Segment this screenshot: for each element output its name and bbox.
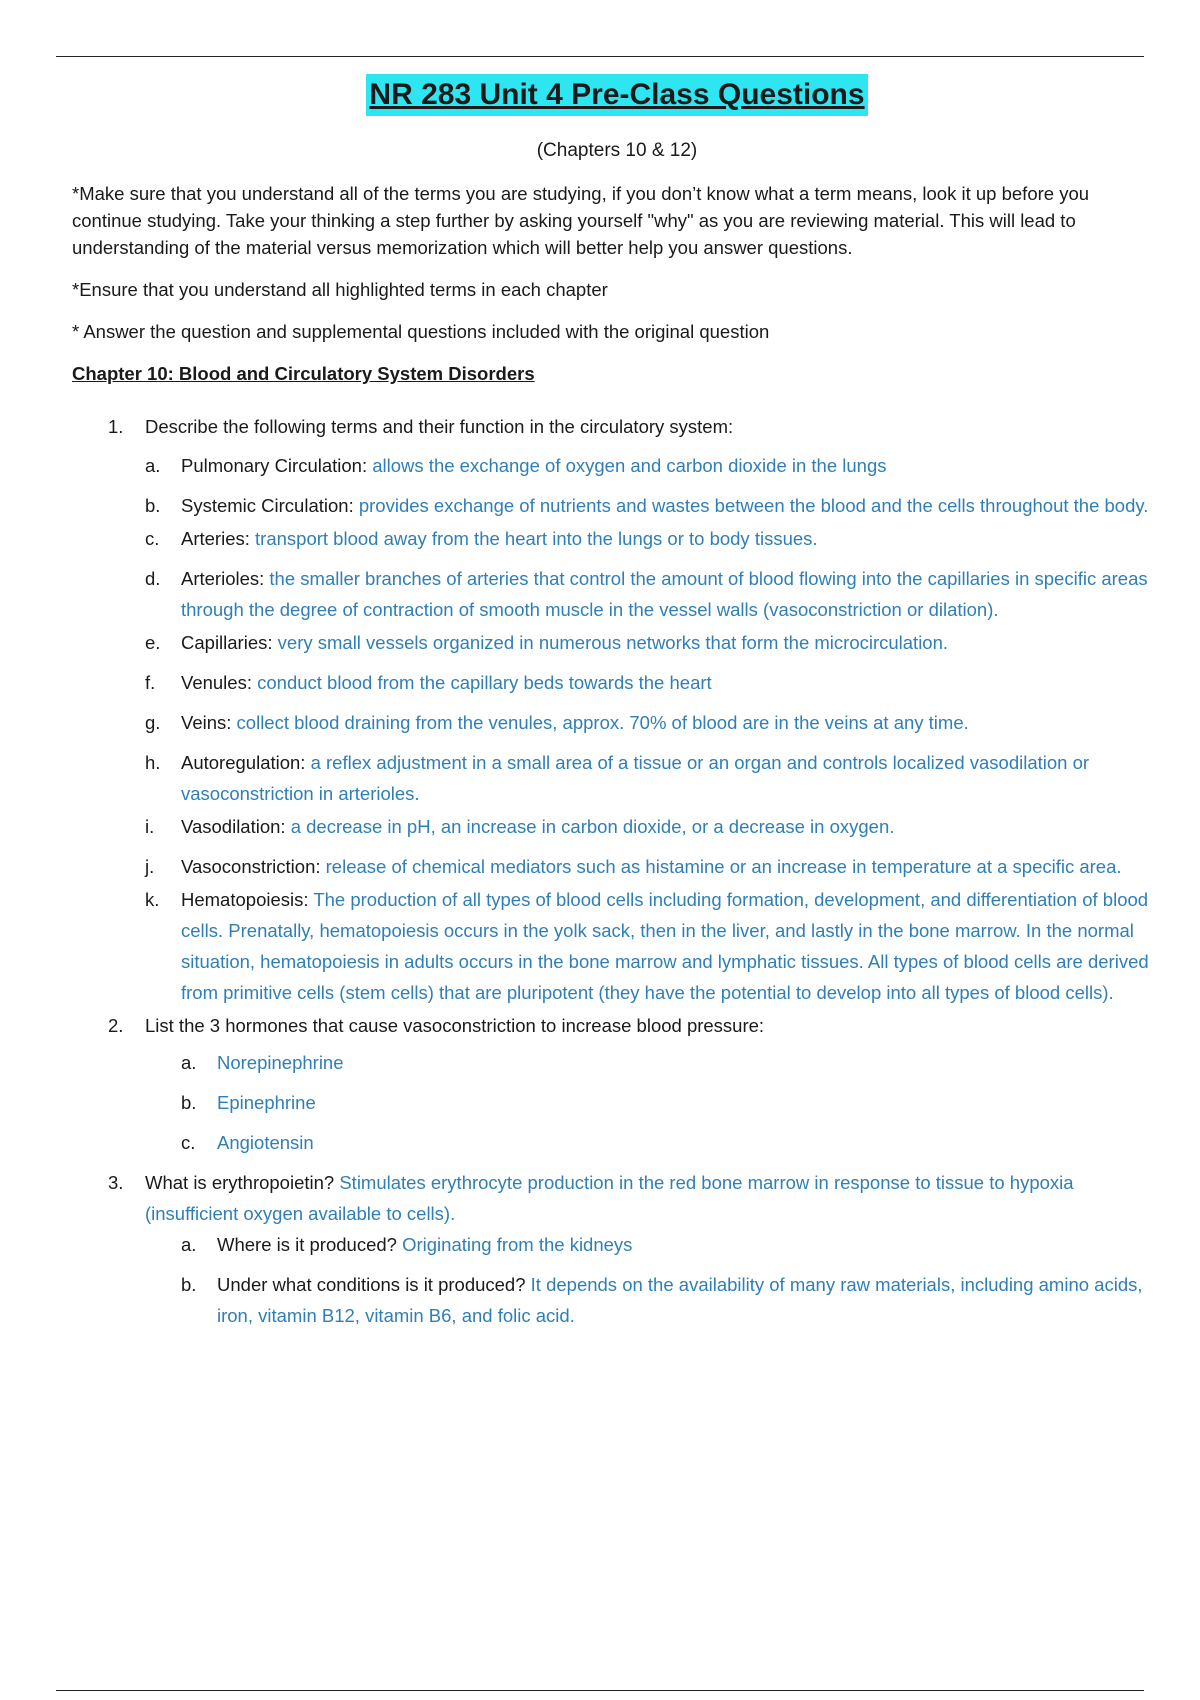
list-item (145, 450, 1162, 481)
term-answer: allows the exchange of oxygen and carbon dioxide in the lungs (372, 455, 887, 476)
term-label: Venules: (181, 672, 252, 693)
study-note-2: *Ensure that you understand all highlighted terms in each chapter (72, 279, 608, 300)
term-answer: the smaller branches of arteries that control the amount of blood flowing into the capillaries in specific areas through the degree of contraction of smooth muscle in the vessel walls (vasoconstriction or dilation). (181, 568, 1148, 620)
item-letter: c. (181, 1132, 196, 1153)
question-text: What is erythropoietin? (145, 1172, 335, 1193)
list-item (145, 563, 1162, 625)
page-title: NR 283 Unit 4 Pre-Class Questions (366, 74, 867, 116)
question-text: Describe the following terms and their function in the circulatory system: (145, 416, 734, 437)
item-letter: e. (145, 632, 161, 653)
question-3 (72, 1167, 1162, 1331)
term-label: Capillaries: (181, 632, 273, 653)
term-answer: transport blood away from the heart into the lungs or to body tissues. (255, 528, 818, 549)
item-letter: b. (181, 1274, 197, 1295)
item-letter: c. (145, 528, 160, 549)
term-label: Arterioles: (181, 568, 265, 589)
term-label: Pulmonary Circulation: (181, 455, 368, 476)
list-item (145, 667, 1162, 698)
term-answer: a decrease in pH, an increase in carbon dioxide, or a decrease in oxygen. (290, 816, 895, 837)
question-list (72, 411, 1162, 1331)
list-item (145, 811, 1162, 842)
sub-question-answer: Originating from the kidneys (402, 1234, 633, 1255)
chapter-heading: Chapter 10: Blood and Circulatory System Disorders (72, 363, 535, 384)
sub-question-text: Under what conditions is it produced? (217, 1274, 526, 1295)
sub-question-text: Where is it produced? (217, 1234, 397, 1255)
question-number: 2. (108, 1015, 124, 1036)
list-item (145, 851, 1162, 882)
term-label: Arteries: (181, 528, 250, 549)
hormone-answer: Angiotensin (217, 1132, 314, 1153)
question-number: 3. (108, 1172, 124, 1193)
list-item (181, 1047, 1162, 1078)
term-answer: release of chemical mediators such as histamine or an increase in temperature at a specific area. (325, 856, 1122, 877)
list-item (145, 523, 1162, 554)
sub-question-list (181, 1229, 1162, 1331)
item-letter: a. (145, 455, 161, 476)
question-1 (72, 411, 1162, 1008)
question-number: 1. (108, 416, 124, 437)
list-item (181, 1269, 1162, 1331)
item-letter: d. (145, 568, 161, 589)
term-answer: collect blood draining from the venules, approx. 70% of blood are in the veins at any time. (236, 712, 969, 733)
item-letter: j. (145, 856, 155, 877)
term-answer: provides exchange of nutrients and wastes between the blood and the cells throughout the body. (358, 495, 1149, 516)
document-page (72, 74, 1162, 1340)
term-label: Systemic Circulation: (181, 495, 354, 516)
hormone-answer: Norepinephrine (217, 1052, 344, 1073)
list-item (181, 1087, 1162, 1118)
term-label: Vasodilation: (181, 816, 286, 837)
term-label: Veins: (181, 712, 232, 733)
term-answer: conduct blood from the capillary beds towards the heart (257, 672, 712, 693)
title-wrapper (72, 74, 1162, 116)
question-2 (72, 1010, 1162, 1158)
study-note-3: * Answer the question and supplemental questions included with the original question (72, 321, 770, 342)
hormone-answer: Epinephrine (217, 1092, 316, 1113)
term-answer: very small vessels organized in numerous networks that form the microcirculation. (277, 632, 949, 653)
item-letter: i. (145, 816, 155, 837)
item-letter: h. (145, 752, 161, 773)
list-item (181, 1229, 1162, 1260)
list-item (145, 707, 1162, 738)
bottom-rule (56, 1690, 1144, 1691)
list-item (145, 884, 1162, 1008)
sub-question-answer: It depends on the availability of many raw materials, including amino acids, iron, vitamin B12, vitamin B6, and folic acid. (217, 1274, 1143, 1326)
term-list (145, 450, 1162, 1008)
term-answer: The production of all types of blood cells including formation, development, and differentiation of blood cells. Prenatally, hematopoiesis occurs in the yolk sack, then in the liver, and lastly in the bone marrow. In the normal situation, hematopoiesis in adults occurs in the bone marrow and lymphatic tissues. All types of blood cells are derived from primitive cells (stem cells) that are pluripotent (they have the potential to develop into all types of blood cells). (181, 889, 1149, 1003)
item-letter: a. (181, 1052, 197, 1073)
question-text: List the 3 hormones that cause vasoconstriction to increase blood pressure: (145, 1015, 765, 1036)
item-letter: k. (145, 889, 160, 910)
top-rule (56, 56, 1144, 57)
term-label: Vasoconstriction: (181, 856, 321, 877)
list-item (145, 747, 1162, 809)
item-letter: g. (145, 712, 161, 733)
term-label: Hematopoiesis: (181, 889, 309, 910)
hormone-list (181, 1047, 1162, 1158)
page-subtitle: (Chapters 10 & 12) (536, 140, 698, 161)
list-item (181, 1127, 1162, 1158)
term-label: Autoregulation: (181, 752, 306, 773)
item-letter: b. (181, 1092, 197, 1113)
question-answer: Stimulates erythrocyte production in the red bone marrow in response to tissue to hypoxia (insufficient oxygen available to cells). (145, 1172, 1074, 1224)
study-note-1: *Make sure that you understand all of the terms you are studying, if you don’t know what a term means, look it up before you continue studying. Take your thinking a step further by asking yourself "why" as you are reviewing material. This will lead to understanding of the material versus memorization which will better help you answer questions. (72, 183, 1090, 258)
item-letter: f. (145, 672, 156, 693)
term-answer: a reflex adjustment in a small area of a tissue or an organ and controls localized vasodilation or vasoconstriction in arterioles. (181, 752, 1090, 804)
list-item (145, 627, 1162, 658)
list-item (145, 490, 1162, 521)
item-letter: a. (181, 1234, 197, 1255)
item-letter: b. (145, 495, 161, 516)
